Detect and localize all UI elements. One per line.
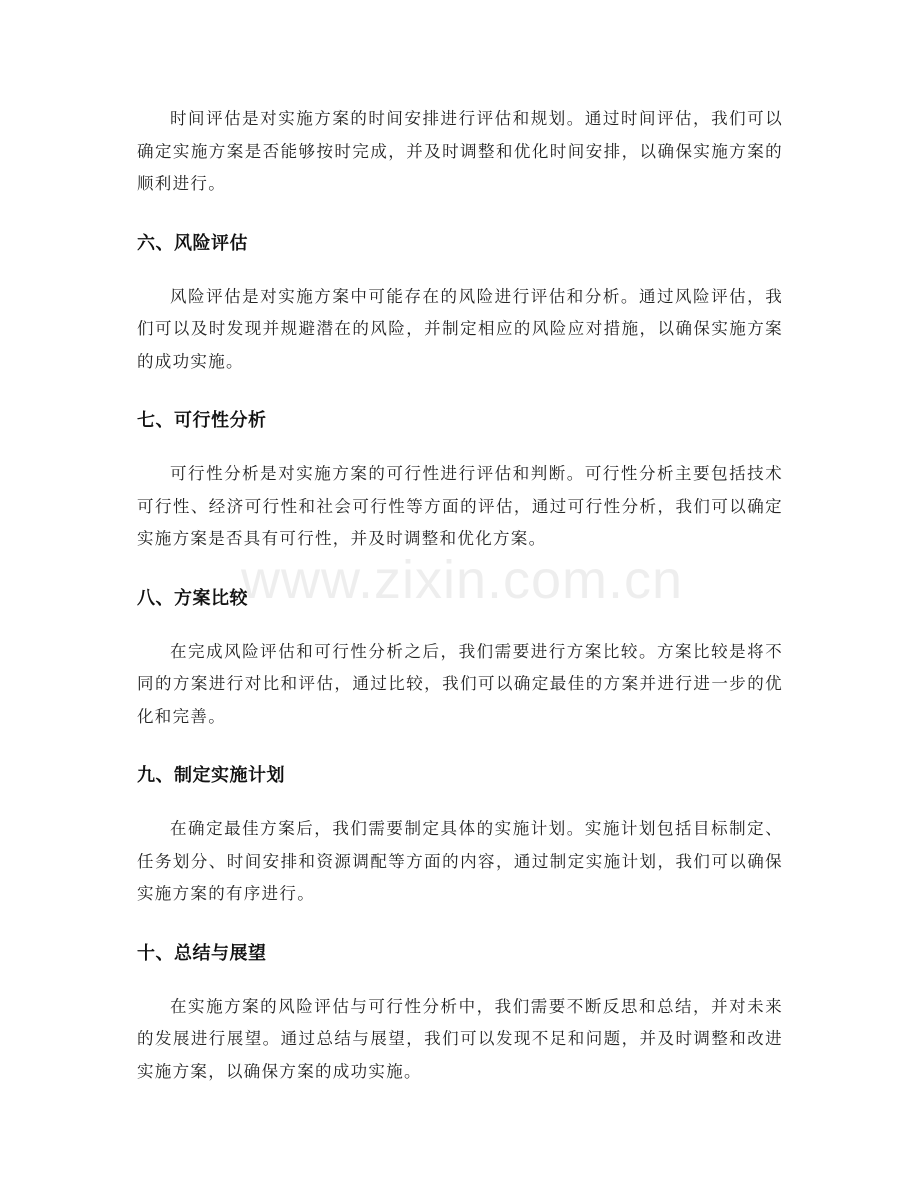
paragraph-summary-outlook: 在实施方案的风险评估与可行性分析中，我们需要不断反思和总结，并对未来的发展进行展望。通过总结与展望，我们可以发现不足和问题，并及时调整和改进实施方案，以确保方案的成功实施。	[137, 996, 783, 1081]
heading-feasibility-analysis: 七、可行性分析	[137, 410, 267, 431]
watermark-text: www.zixin.com.cn	[240, 550, 684, 610]
heading-summary-outlook: 十、总结与展望	[137, 942, 267, 964]
paragraph-risk-evaluation: 风险评估是对实施方案中可能存在的风险进行评估和分析。通过风险评估，我们可以及时发现并规避潜在的风险，并制定相应的风险应对措施，以确保实施方案的成功实施。	[137, 286, 783, 371]
paragraph-time-evaluation: 时间评估是对实施方案的时间安排进行评估和规划。通过时间评估，我们可以确定实施方案是否能够按时完成，并及时调整和优化时间安排，以确保实施方案的顺利进行。	[137, 109, 783, 193]
paragraph-feasibility-analysis: 可行性分析是对实施方案的可行性进行评估和判断。可行性分析主要包括技术可行性、经济可行性和社会可行性等方面的评估，通过可行性分析，我们可以确定实施方案是否具有可行性，并及时调整和优化方案。	[137, 464, 783, 548]
heading-implementation-plan: 九、制定实施计划	[137, 765, 285, 786]
heading-risk-evaluation: 六、风险评估	[137, 232, 248, 254]
heading-plan-comparison: 八、方案比较	[137, 587, 248, 609]
paragraph-implementation-plan: 在确定最佳方案后，我们需要制定具体的实施计划。实施计划包括目标制定、任务划分、时间安排和资源调配等方面的内容，通过制定实施计划，我们可以确保实施方案的有序进行。	[137, 819, 783, 903]
document-body	[137, 103, 783, 1088]
paragraph-plan-comparison: 在完成风险评估和可行性分析之后，我们需要进行方案比较。方案比较是将不同的方案进行对比和评估，通过比较，我们可以确定最佳的方案并进行进一步的优化和完善。	[137, 641, 783, 726]
